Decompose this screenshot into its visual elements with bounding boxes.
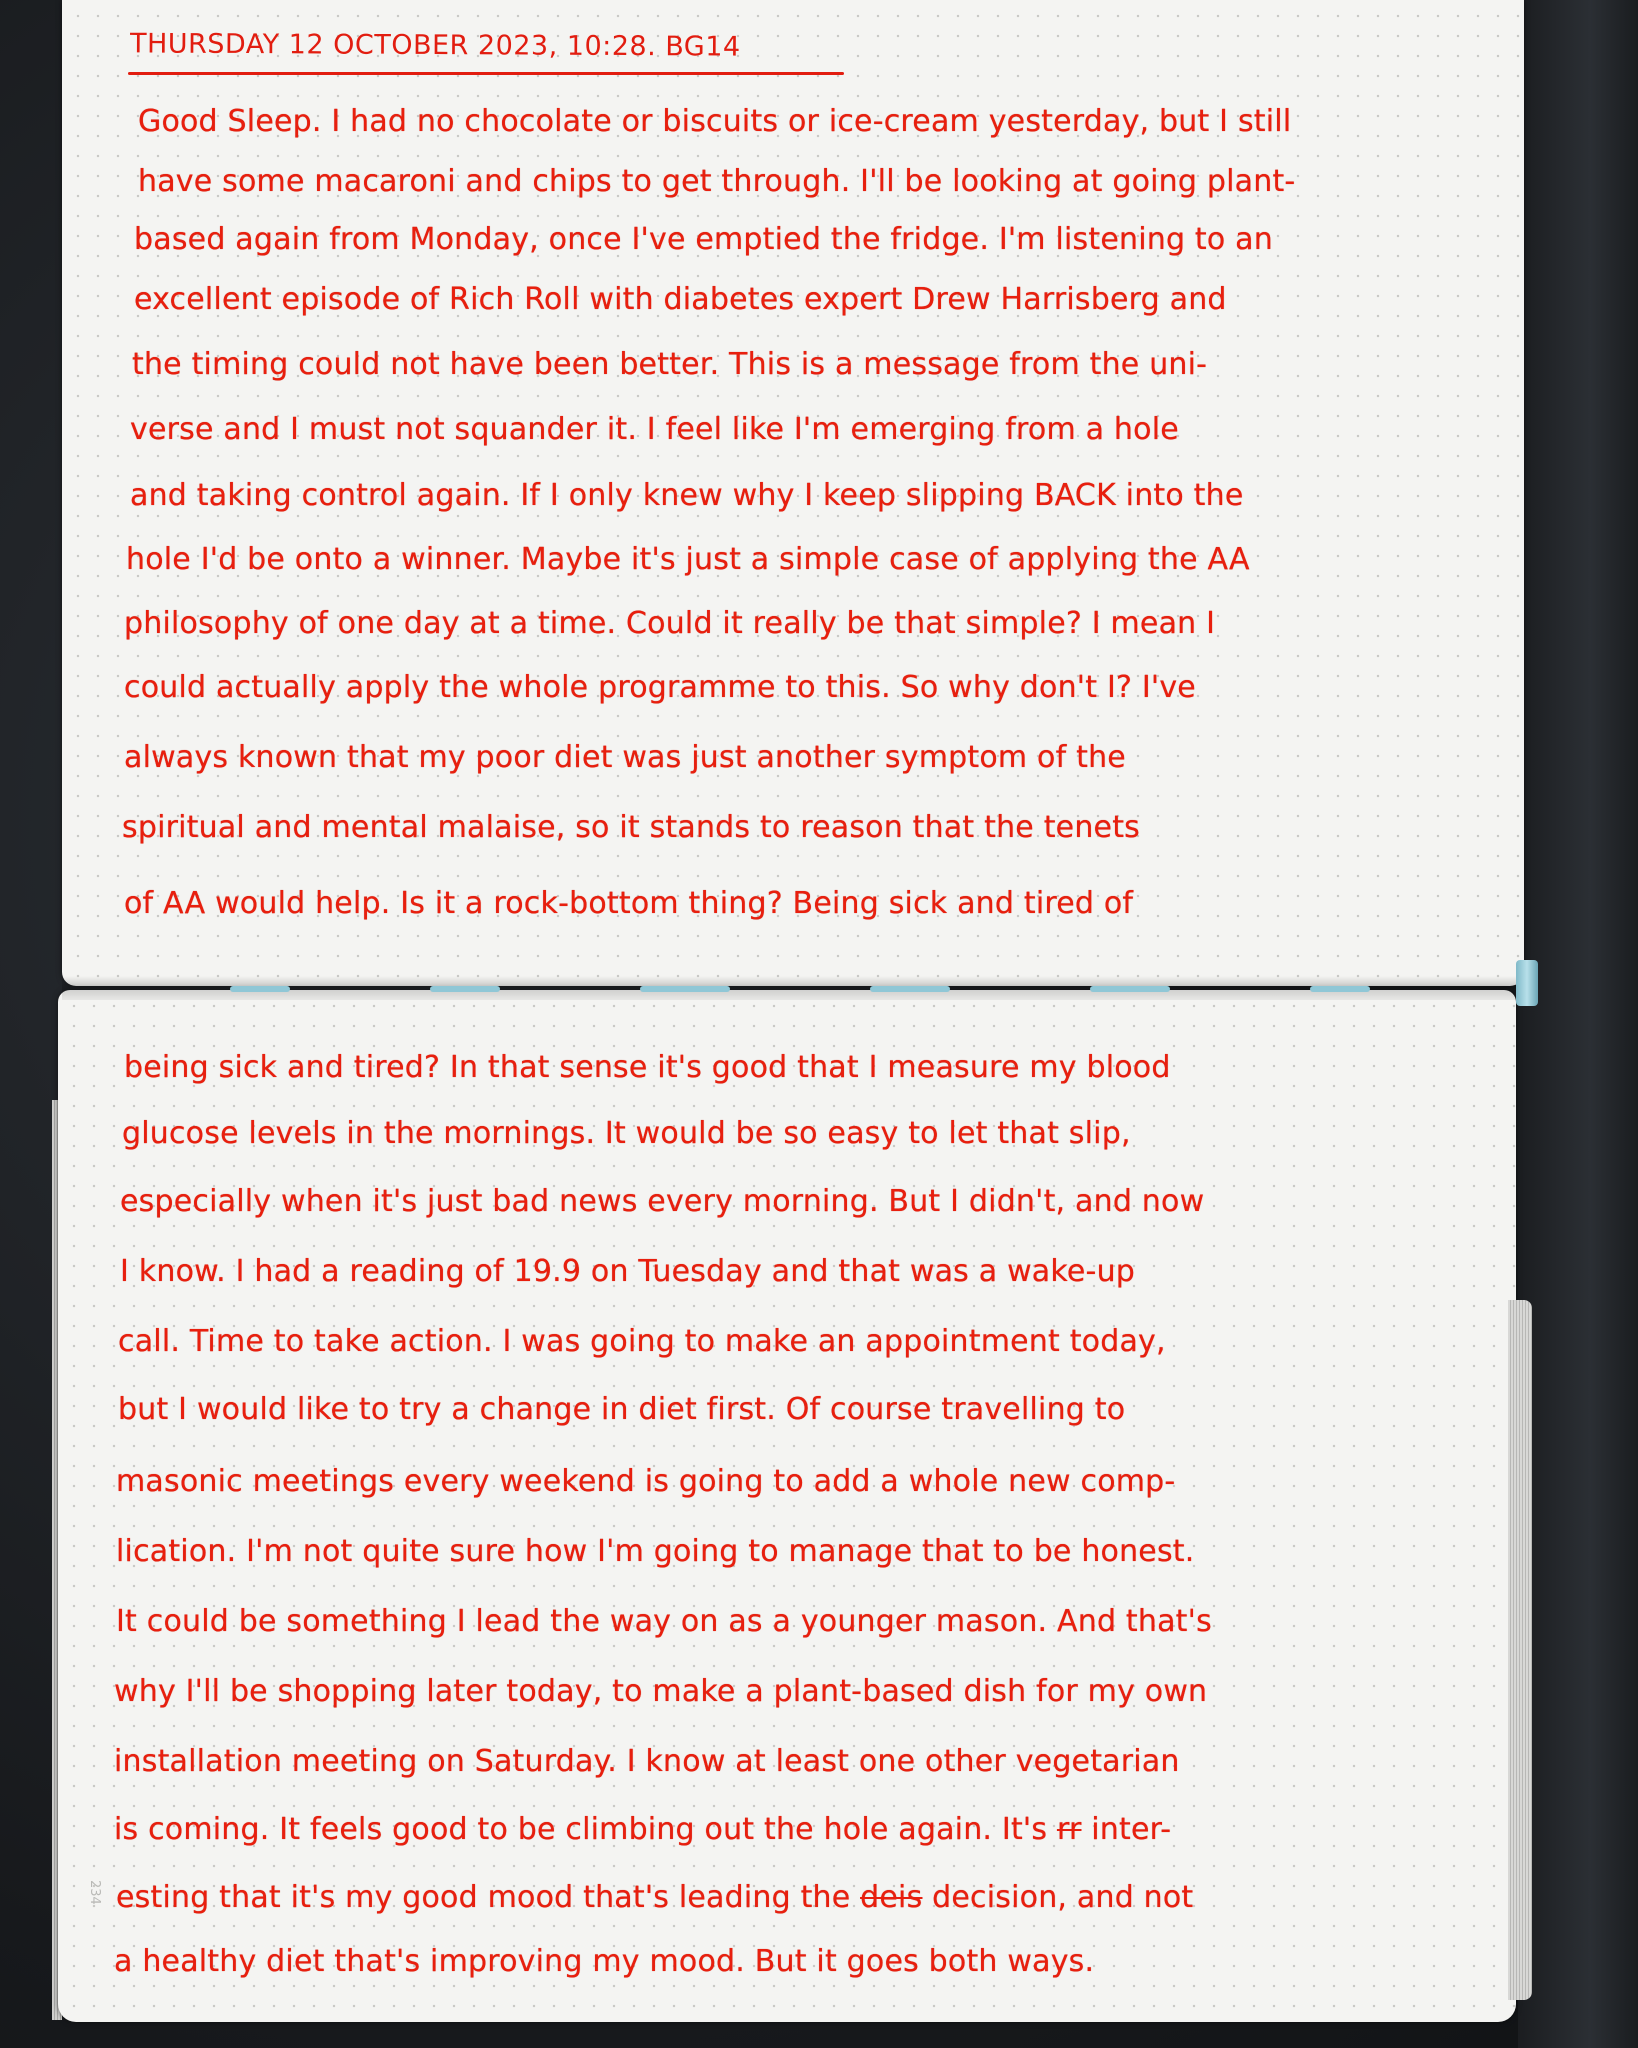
text-line: excellent episode of Rich Roll with diabetes expert Drew Harrisberg and [134,282,1227,317]
binding-stitch [230,986,290,992]
text-line: I know. I had a reading of 19.9 on Tuesday and that was a wake-up [120,1254,1136,1289]
text-line: Good Sleep. I had no chocolate or biscuits or ice-cream yesterday, but I still [138,104,1292,139]
struck-text: rr [1056,1812,1082,1847]
text-line: It could be something I lead the way on as a younger mason. And that's [116,1604,1212,1639]
heading-underline [128,72,844,75]
text-line: hole I'd be onto a winner. Maybe it's just a simple case of applying the AA [126,542,1250,577]
text-line: and taking control again. If I only knew why I keep slipping BACK into the [130,478,1244,513]
binding-stitch [430,986,500,992]
binding-stitch [640,986,730,992]
cover-spine-edge [1518,0,1638,2048]
text-line: philosophy of one day at a time. Could it really be that simple? I mean I [124,606,1216,641]
struck-text: deis [860,1880,923,1915]
text-line-part: is coming. It feels good to be climbing out the hole again. It's [114,1812,1048,1847]
text-line: especially when it's just bad news every morning. But I didn't, and now [120,1184,1205,1219]
text-line: lication. I'm not quite sure how I'm going to manage that to be honest. [116,1534,1195,1569]
binding-stitch [1090,986,1170,992]
text-line: masonic meetings every weekend is going to add a whole new comp- [116,1464,1176,1499]
text-line: verse and I must not squander it. I feel like I'm emerging from a hole [130,412,1179,447]
text-line-part: inter- [1081,1812,1172,1847]
text-line-part: esting that it's my good mood that's leading the [116,1880,861,1915]
text-line [114,1812,1171,1848]
text-line: glucose levels in the mornings. It would be so easy to let that slip, [122,1116,1131,1151]
page-stack-right [1508,1300,1532,2000]
binding-stitch [870,986,950,992]
text-line [116,1880,1193,1916]
text-line: always known that my poor diet was just another symptom of the [124,740,1126,775]
text-line: spiritual and mental malaise, so it stands to reason that the tenets [122,810,1140,845]
text-line: installation meeting on Saturday. I know at least one other vegetarian [114,1744,1180,1779]
binding-stitch [1310,986,1370,992]
entry-heading: THURSDAY 12 OCTOBER 2023, 10:28. BG14 [129,28,741,63]
text-line: could actually apply the whole programme to this. So why don't I? I've [124,670,1196,705]
text-line: why I'll be shopping later today, to make a plant-based dish for my own [114,1674,1208,1709]
text-line: call. Time to take action. I was going to make an appointment today, [118,1324,1166,1359]
text-line: the timing could not have been better. This is a message from the uni- [132,347,1208,382]
text-line: based again from Monday, once I've emptied the fridge. I'm listening to an [134,222,1273,257]
text-line: of AA would help. Is it a rock-bottom thing? Being sick and tired of [124,886,1134,921]
text-line: but I would like to try a change in diet first. Of course travelling to [118,1392,1126,1427]
bookmark-ribbon [1516,960,1538,1006]
page-number: 234 [87,1880,102,1905]
text-line: a healthy diet that's improving my mood. But it goes both ways. [114,1944,1095,1979]
text-line: being sick and tired? In that sense it's good that I measure my blood [124,1050,1171,1085]
text-line: have some macaroni and chips to get through. I'll be looking at going plant- [138,164,1296,199]
text-line-part: decision, and not [922,1880,1194,1915]
